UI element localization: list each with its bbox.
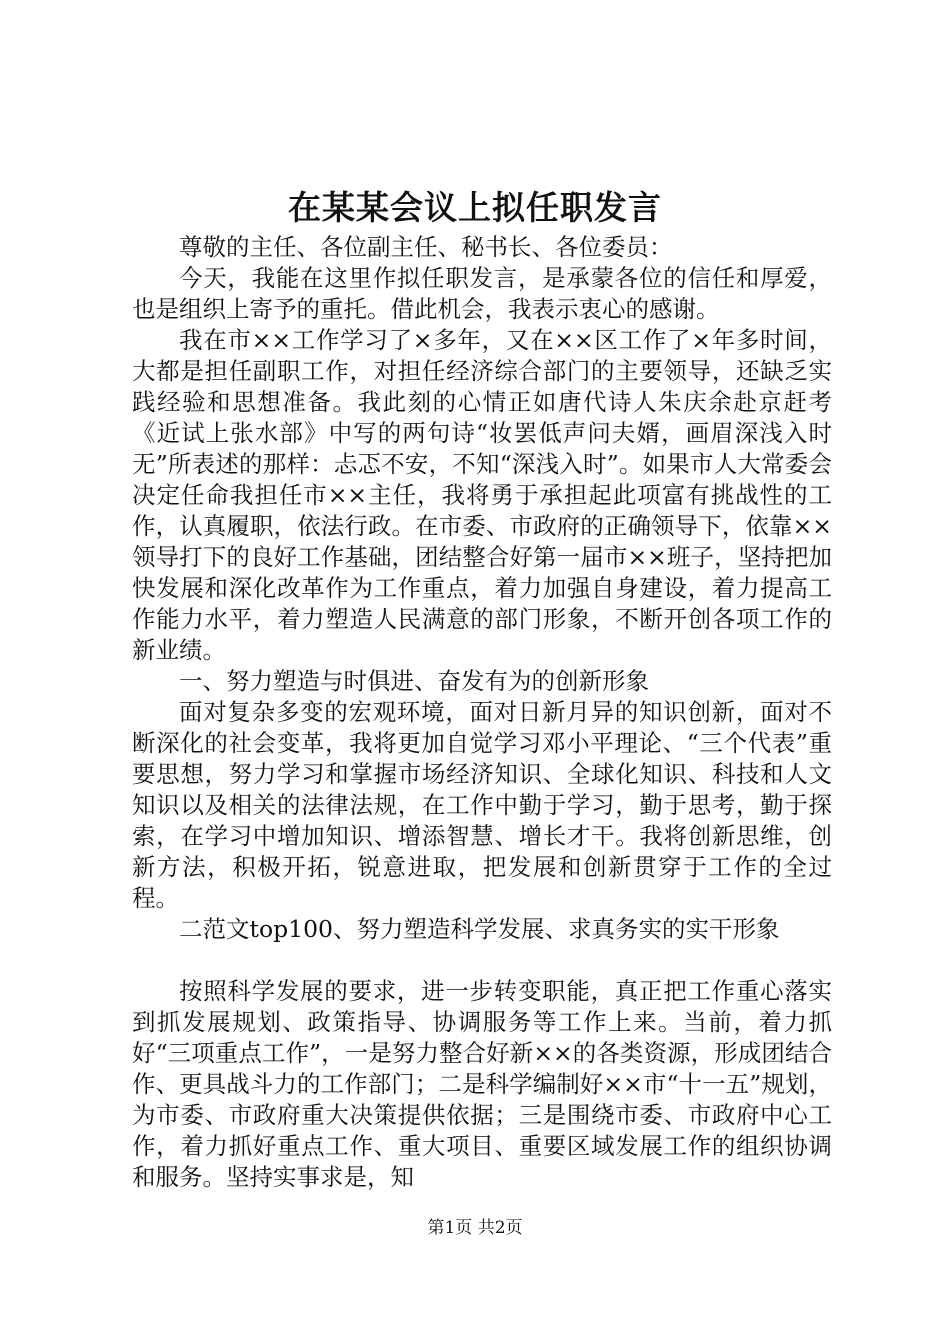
page-number-footer: 第1页 共2页 <box>427 1218 523 1238</box>
document-body <box>132 232 832 1193</box>
body-paragraph: 我在市××工作学习了×多年，又在××区工作了×年多时间，大都是担任副职工作，对担任经济综合部门的主要领导，还缺乏实践经验和思想准备。我此刻的心情正如唐代诗人朱庆余赴京赶考《近试上张水部》中写的两句诗“妆罢低声问夫婿，画眉深浅入时无”所表述的那样：忐忑不安，不知“深浅入时”。如果市人大常委会决定任命我担任市××主任，我将勇于承担起此项富有挑战性的工作，认真履职，依法行政。在市委、市政府的正确领导下，依靠××领导打下的良好工作基础，团结整合好第一届市××班子，坚持把加快发展和深化改革作为工作重点，着力加强自身建设，着力提高工作能力水平，着力塑造人民满意的部门形象，不断开创各项工作的新业绩。 <box>132 326 832 664</box>
body-paragraph: 今天，我能在这里作拟任职发言，是承蒙各位的信任和厚爱，也是组织上寄予的重托。借此机会，我表示衷心的感谢。 <box>132 264 832 323</box>
document-title: 在某某会议上拟任职发言 <box>288 188 662 227</box>
section-heading: 二范文top100、努力塑造科学发展、求真务实的实干形象 <box>179 915 780 943</box>
body-paragraph: 按照科学发展的要求，进一步转变职能，真正把工作重心落实到抓发展规划、政策指导、协调服务等工作上来。当前，着力抓好“三项重点工作”，一是努力整合好新××的各类资源，形成团结合作、更具战斗力的工作部门；二是科学编制好××市“十一五”规划，为市委、市政府重大决策提供依据；三是围绕市委、市政府中心工作，着力抓好重点工作、重大项目、重要区域发展工作的组织协调和服务。坚持实事求是，知 <box>132 977 832 1191</box>
salutation-paragraph: 尊敬的主任、各位副主任、秘书长、各位委员： <box>179 233 673 261</box>
section-heading: 一、努力塑造与时俱进、奋发有为的创新形象 <box>179 667 649 695</box>
body-paragraph: 面对复杂多变的宏观环境，面对日新月异的知识创新，面对不断深化的社会变革，我将更加自觉学习邓小平理论、“三个代表”重要思想，努力学习和掌握市场经济知识、全球化知识、科技和人文知识以及相关的法律法规，在工作中勤于学习，勤于思考，勤于探索，在学习中增加知识、增添智慧、增长才干。我将创新思维，创新方法，积极开拓，锐意进取，把发展和创新贯穿于工作的全过程。 <box>132 698 832 912</box>
